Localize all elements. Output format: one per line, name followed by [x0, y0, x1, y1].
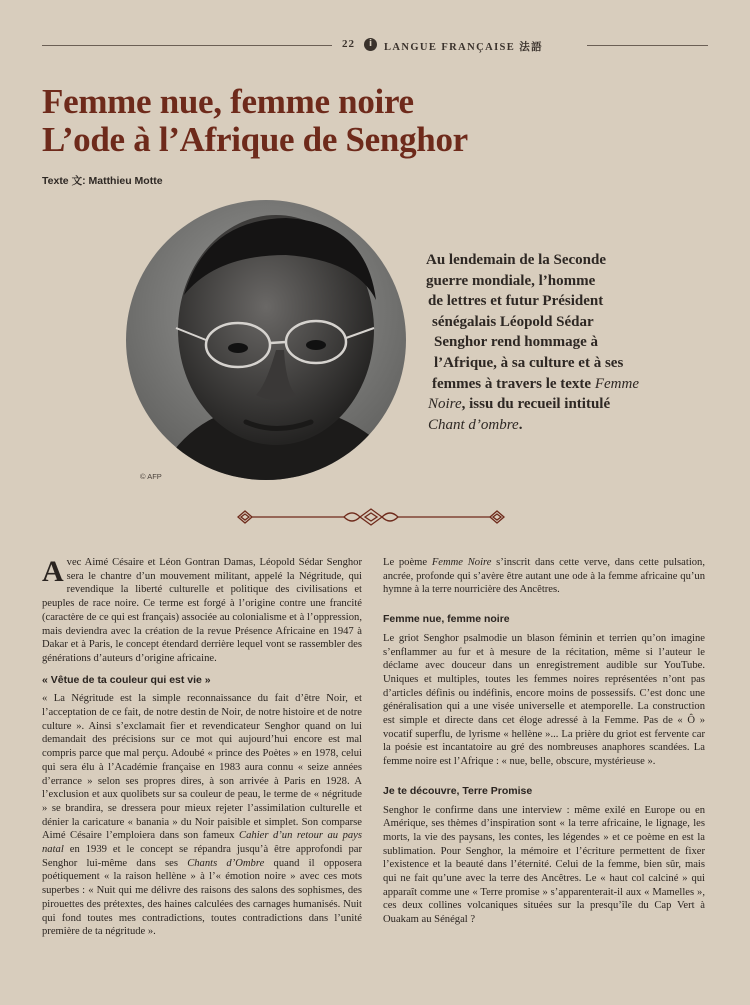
- lead-paragraph: [426, 250, 676, 435]
- subheading-2: Femme nue, femme noire: [383, 613, 510, 626]
- body-text: « La Négritude est la simple reconnaissance du fait d’être Noir, et l’acceptation de ce fait, de notre destin de Noir, de notre histoire et de notre culture ». Ainsi s’exclamait fier et revendicateur Senghor quand on lui demandait des précisions sur ce mot qui aujourd’hui encore est mal compris parce que mal perçu. Adoubé « prince des Poètes » en 1978, celui qui sera élu à l’Académie française en 1983 aura connu « seize années d’errance » selon ses propres dires, à son arrivée à Paris en 1928. A l’exclusion et aux quolibets sur sa couleur de peau, le terme de « négritude » se brandira, se dressera pour mieux rejeter l’assimilation culturelle et dénier la caricature « banania » du Noir paisible et simplet. Son comparse Aimé Césaire l’emploiera dans son fameux: [42, 693, 362, 842]
- spacer: [383, 769, 705, 777]
- title-line-2: L’ode à l’Afrique de Senghor: [42, 120, 468, 159]
- lead-line: l’Afrique, à sa culture et à ses: [434, 354, 624, 371]
- body-column-left: [42, 556, 362, 939]
- page-number: 22: [342, 38, 355, 50]
- lead-line: de lettres et futur Président: [428, 293, 604, 310]
- body-paragraph: [383, 556, 705, 597]
- lead-line: Senghor rend hommage à: [434, 334, 599, 351]
- book-title: Chants d’Ombre: [187, 857, 265, 869]
- spacer: [383, 597, 705, 605]
- lead-italic: Noire: [428, 396, 462, 413]
- body-text: quand il opposera poétiquement « la raison hellène » à l’« émotion noire » avec ces mots superbes : « Nuit qui me délivre des raisons des salons des sophismes, des pirouettes des prétextes, des haines calculées des carnages humanisés. Nuit qui fond toutes mes contradictions, toutes contradictions dans l’unité première de ta négritude ».: [42, 857, 362, 938]
- page-header: [42, 36, 708, 56]
- section-label: LANGUE FRANÇAISE 法語: [384, 42, 544, 53]
- lead-line: sénégalais Léopold Sédar: [432, 313, 594, 330]
- lead-text: , issu du recueil intitulé: [461, 396, 611, 413]
- ornament-divider-icon: [236, 506, 506, 528]
- lead-line: [426, 374, 676, 395]
- body-text: en 1939 et le concept se répandra jusqu’à être approfondi par Senghor lui-même dans ses: [42, 844, 362, 869]
- lead-line: guerre mondiale, l’homme: [426, 272, 596, 289]
- drop-cap: A: [42, 555, 64, 588]
- subheading-1: « Vêtue de ta couleur qui est vie »: [42, 673, 211, 686]
- article-title: [42, 83, 468, 159]
- intro-paragraph: [42, 556, 362, 666]
- photo-credit: © AFP: [140, 472, 162, 481]
- title-line-1: Femme nue, femme noire: [42, 82, 414, 121]
- lead-text: femmes à travers le texte: [432, 375, 595, 392]
- header-rule-right: [587, 45, 708, 46]
- byline: Texte 文: Matthieu Motte: [42, 175, 163, 187]
- lead-line: [426, 415, 676, 436]
- lead-italic: Femme: [594, 375, 639, 392]
- body-paragraph: Le griot Senghor psalmodie un blason féminin et terrien qu’on imagine s’enflammer au fur et à mesure de la récitation, même si l’auteur le déclame avec douceur dans un enregistrement audible sur YouTube. Uniques et multiples, toutes les femmes noires représentées n’ont pas d’articles définis ou indéfinis, encore moins de possessifs. C’est donc une généralisation qui a une visée universelle et atemporelle. La construction est simple et directe dans cet éloge adressé à la Femme. Pas de « Ô » vocatif superflu, de lyrisme « hellène »... La prière du griot est fervente car la poésie est incantatoire au gré des nombreuses anaphores scandées. La femme noire est l’Afrique : « nue, belle, obscure, mystérieuse ».: [383, 632, 705, 768]
- lead-italic: Chant d’ombre: [428, 416, 519, 433]
- lead-line: Au lendemain de la Seconde: [426, 252, 607, 268]
- intro-text: vec Aimé Césaire et Léon Gontran Damas, Léopold Sédar Senghor sera le chantre d’un mouvement militant, appelé la Négritude, qui revendique la liberté culturelle et politique des civilisations et peuples de race noire. Ce terme est forgé à l’origine contre une francité (caractère de ce qui est français) associée au colonialisme et à l’oppression, mais deviendra avec la création de la revue Présence Africaine en 1947 à Dakar et à Paris, le concept étendard derrière lequel vont se rassembler des générations d’auteurs d’origine africaine.: [42, 557, 362, 664]
- lead-line: [426, 394, 676, 415]
- lead-text: .: [518, 416, 523, 433]
- portrait-photo: [126, 200, 406, 480]
- body-text: Le poème: [383, 557, 432, 568]
- book-title: Cahier d’un retour au pays natal: [42, 830, 363, 856]
- subheading-3: Je te découvre, Terre Promise: [383, 784, 533, 797]
- body-column-right: [383, 556, 705, 927]
- header-rule-left: [42, 45, 332, 46]
- body-paragraph: Senghor le confirme dans une interview : même exilé en Europe ou en Amérique, ses thèmes d’inspiration sont « la terre africaine, le lignage, les morts, la vie des paysans, les contes, les légendes » et ce poème en est la sublimation. Pour Senghor, la mémoire et l’écriture permettent de fixer l’existence et la beauté dans l’éternité. Celui de la femme, bien sûr, mais qui ne fait qu’une avec la terre des Ancêtres. Le « haut col calciné » qui apparaît comme une « Terre promise » s’apparenterait-il aux « Mamelles », ces deux collines volcaniques situées sur la presqu’île du Cap Vert à Ouakam au Sénégal ?: [383, 804, 705, 926]
- body-paragraph: [42, 692, 362, 939]
- body-text: s’inscrit dans cette verve, dans cette pulsation, ancrée, profonde qui s’avère être autant une ode à la femme africaine qu’un hymne à la terre nourricière des Ancêtres.: [383, 557, 706, 596]
- info-icon: i: [364, 38, 377, 51]
- poem-title: Femme Noire: [431, 557, 492, 568]
